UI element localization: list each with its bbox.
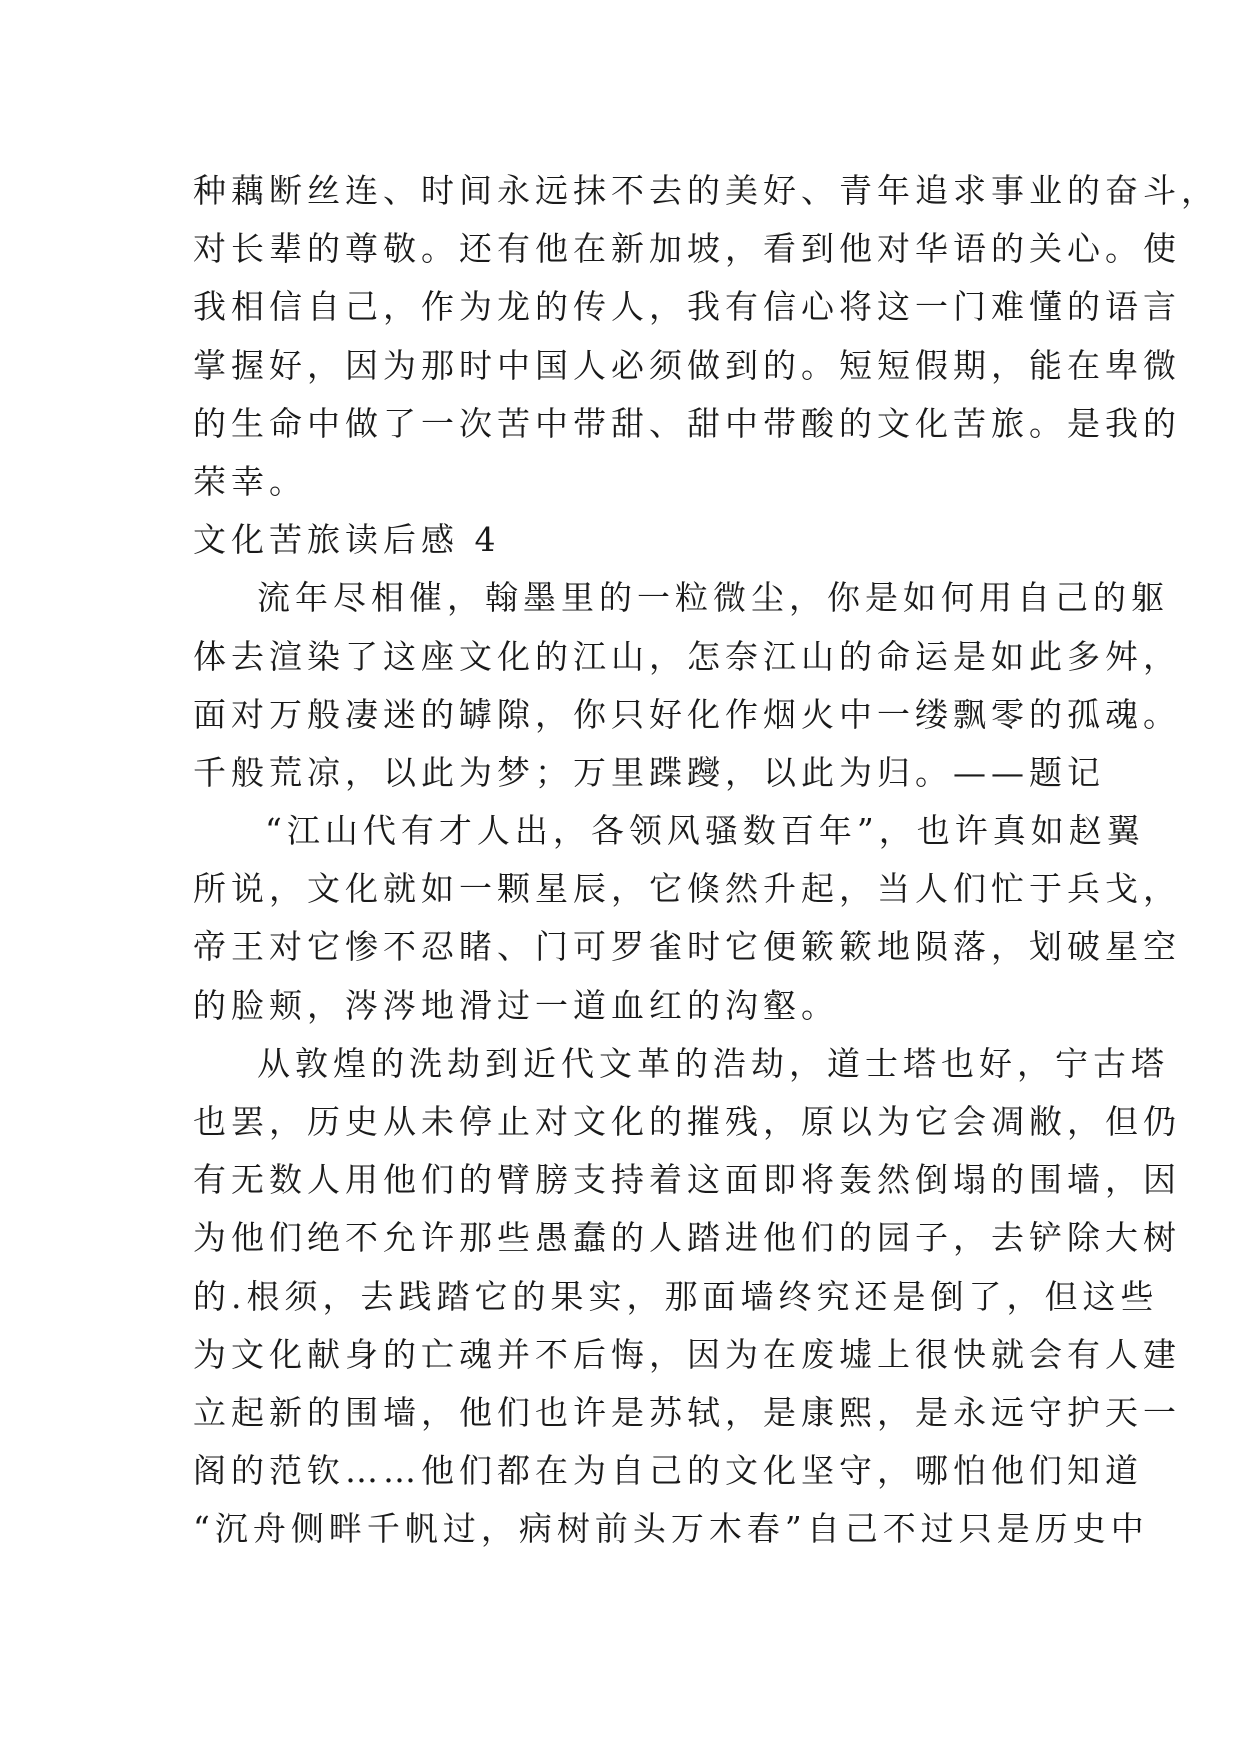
text-line: “沉舟侧畔千帆过，病树前头万木春”自己不过只是历史中 (193, 1509, 1149, 1549)
text-line: 立起新的围墙，他们也许是苏轼，是康熙，是永远守护天一 (193, 1392, 1181, 1432)
text-line: 从敦煌的洗劫到近代文革的浩劫，道士塔也好，宁古塔 (257, 1043, 1169, 1083)
text-line: 荣幸。 (193, 461, 307, 501)
text-line: 所说，文化就如一颗星辰，它倏然升起，当人们忙于兵戈， (193, 869, 1181, 909)
text-line: 的生命中做了一次苦中带甜、甜中带酸的文化苦旅。是我的 (193, 403, 1181, 443)
text-line: 帝王对它惨不忍睹、门可罗雀时它便簌簌地陨落，划破星空 (193, 927, 1181, 967)
text-line: 阁的范钦……他们都在为自己的文化坚守，哪怕他们知道 (193, 1451, 1143, 1491)
text-line: 面对万般凄迷的罅隙，你只好化作烟火中一缕飘零的孤魂。 (193, 694, 1181, 734)
text-line: 种藕断丝连、时间永远抹不去的美好、青年追求事业的奋斗， (193, 171, 1219, 210)
text-line: “江山代有才人出，各领风骚数百年”，也许真如赵翼 (265, 811, 1145, 851)
text-line: 我相信自己，作为龙的传人，我有信心将这一门难懂的语言 (193, 287, 1181, 327)
text-line: 掌握好，因为那时中国人必须做到的。短短假期，能在卑微 (193, 345, 1181, 385)
text-line: 为文化献身的亡魂并不后悔，因为在废墟上很快就会有人建 (193, 1334, 1181, 1374)
text-line: 流年尽相催，翰墨里的一粒微尘，你是如何用自己的躯 (257, 578, 1169, 618)
document-body (193, 162, 1219, 1559)
text-line: 文化苦旅读后感 4 (193, 520, 501, 560)
text-line: 的脸颊，涔涔地滑过一道血红的沟壑。 (193, 985, 839, 1025)
text-line: 体去渲染了这座文化的江山，怎奈江山的命运是如此多舛， (193, 636, 1181, 676)
text-line: 为他们绝不允许那些愚蠢的人踏进他们的园子，去铲除大树 (193, 1218, 1181, 1258)
text-line: 有无数人用他们的臂膀支持着这面即将轰然倒塌的围墙，因 (193, 1160, 1181, 1200)
text-line: 也罢，历史从未停止对文化的摧残，原以为它会凋敝，但仍 (193, 1102, 1181, 1141)
text-line: 千般荒凉，以此为梦；万里蹀躞，以此为归。——题记 (193, 752, 1105, 792)
text-line: 的.根须，去践踏它的果实，那面墙终究还是倒了，但这些 (193, 1276, 1159, 1316)
text-line: 对长辈的尊敬。还有他在新加坡，看到他对华语的关心。使 (193, 229, 1181, 269)
